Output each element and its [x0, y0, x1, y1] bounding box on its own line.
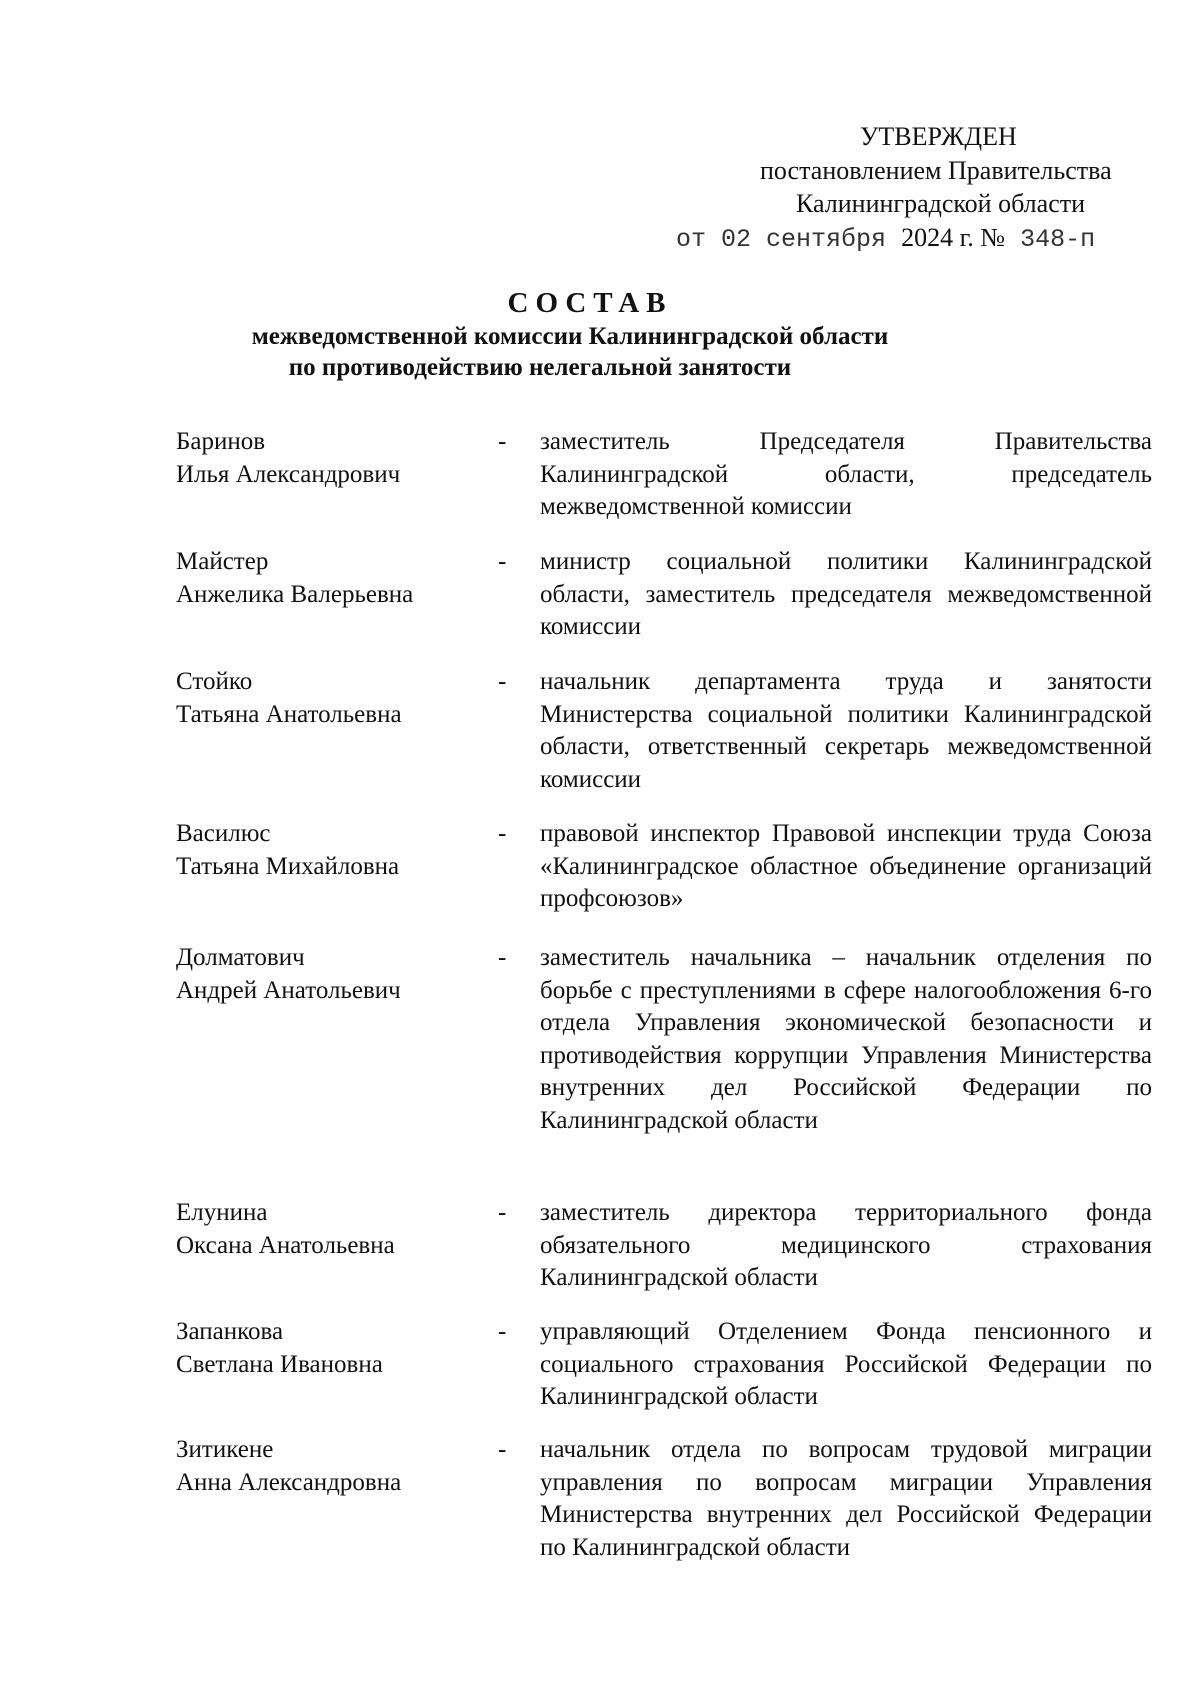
member-given-name: Андрей Анатольевич — [176, 976, 401, 1004]
member-surname: Запанкова — [176, 1318, 284, 1345]
member-name — [176, 818, 476, 883]
member-role: начальник отдела по вопросам трудовой миграции управления по вопросам миграции Управления Министерства внутренних дел Российской Федерации по Калининградской области — [540, 1436, 1152, 1561]
member-name — [176, 942, 476, 1007]
member-surname: Майстер — [176, 548, 269, 575]
member-given-name: Татьяна Михайловна — [176, 852, 400, 880]
member-surname: Стойко — [176, 668, 253, 695]
approval-line-2: Калининградской области — [796, 189, 1086, 218]
document-subtitle-line-2: по противодействию нелегальной занятости — [288, 354, 792, 381]
member-given-name: Анжелика Валерьевна — [176, 580, 414, 608]
member-dash: - — [498, 944, 507, 971]
member-name — [176, 1197, 476, 1262]
member-dash: - — [498, 1199, 507, 1226]
member-role: правовой инспектор Правовой инспекции труда Союза «Калининградское областное объединение организаций профсоюзов» — [540, 820, 1152, 912]
member-name — [176, 546, 476, 611]
member-role: управляющий Отделением Фонда пенсионного и социального страхования Российской Федерации по Калининградской области — [540, 1318, 1152, 1410]
member-name — [176, 666, 476, 731]
member-role: начальник департамента труда и занятости Министерства социальной политики Калининградской области, ответственный секретарь межведомственной комиссии — [540, 668, 1152, 793]
member-surname: Баринов — [176, 428, 266, 455]
document-title: СОСТАВ — [507, 287, 673, 319]
document-heading — [250, 285, 1050, 383]
member-dash: - — [498, 1318, 507, 1345]
member-given-name: Илья Александрович — [176, 460, 401, 488]
member-given-name: Татьяна Анатольевна — [176, 700, 402, 728]
approval-number: 348-п — [1020, 225, 1096, 254]
approval-line-1: постановлением Правительства — [760, 156, 1112, 185]
member-name — [176, 426, 476, 491]
member-surname: Зитикене — [176, 1436, 274, 1463]
approval-date: от 02 сентября — [676, 225, 887, 254]
approval-year: 2024 г. № — [901, 223, 1006, 252]
member-name — [176, 1434, 476, 1499]
document-subtitle-line-1: межведомственной комиссии Калининградской области — [251, 323, 889, 350]
member-dash: - — [498, 820, 507, 847]
member-given-name: Светлана Ивановна — [176, 1350, 383, 1378]
member-surname: Долматович — [176, 944, 305, 971]
member-role: заместитель директора территориального фонда обязательного медицинского страхования Калининградской области — [540, 1199, 1152, 1291]
member-role: заместитель Председателя Правительства Калининградской области, председатель межведомственной комиссии — [540, 428, 1152, 520]
member-dash: - — [498, 668, 507, 695]
member-surname: Елунина — [176, 1199, 268, 1226]
member-role: заместитель начальника – начальник отделения по борьбе с преступлениями в сфере налогообложения 6-го отдела Управления экономической безопасности и противодействия коррупции Управления Министерства внутренних дел Российской Федерации по Калининградской области — [540, 944, 1152, 1134]
member-dash: - — [498, 428, 507, 455]
member-given-name: Оксана Анатольевна — [176, 1231, 395, 1259]
member-surname: Василюс — [176, 820, 271, 847]
member-given-name: Анна Александровна — [176, 1468, 402, 1496]
approval-title: УТВЕРЖДЕН — [860, 122, 1017, 151]
member-role: министр социальной политики Калининградской области, заместитель председателя межведомственной комиссии — [540, 548, 1152, 640]
member-name — [176, 1316, 476, 1381]
member-dash: - — [498, 1436, 507, 1463]
approval-date-line — [676, 221, 1095, 256]
member-dash: - — [498, 548, 507, 575]
